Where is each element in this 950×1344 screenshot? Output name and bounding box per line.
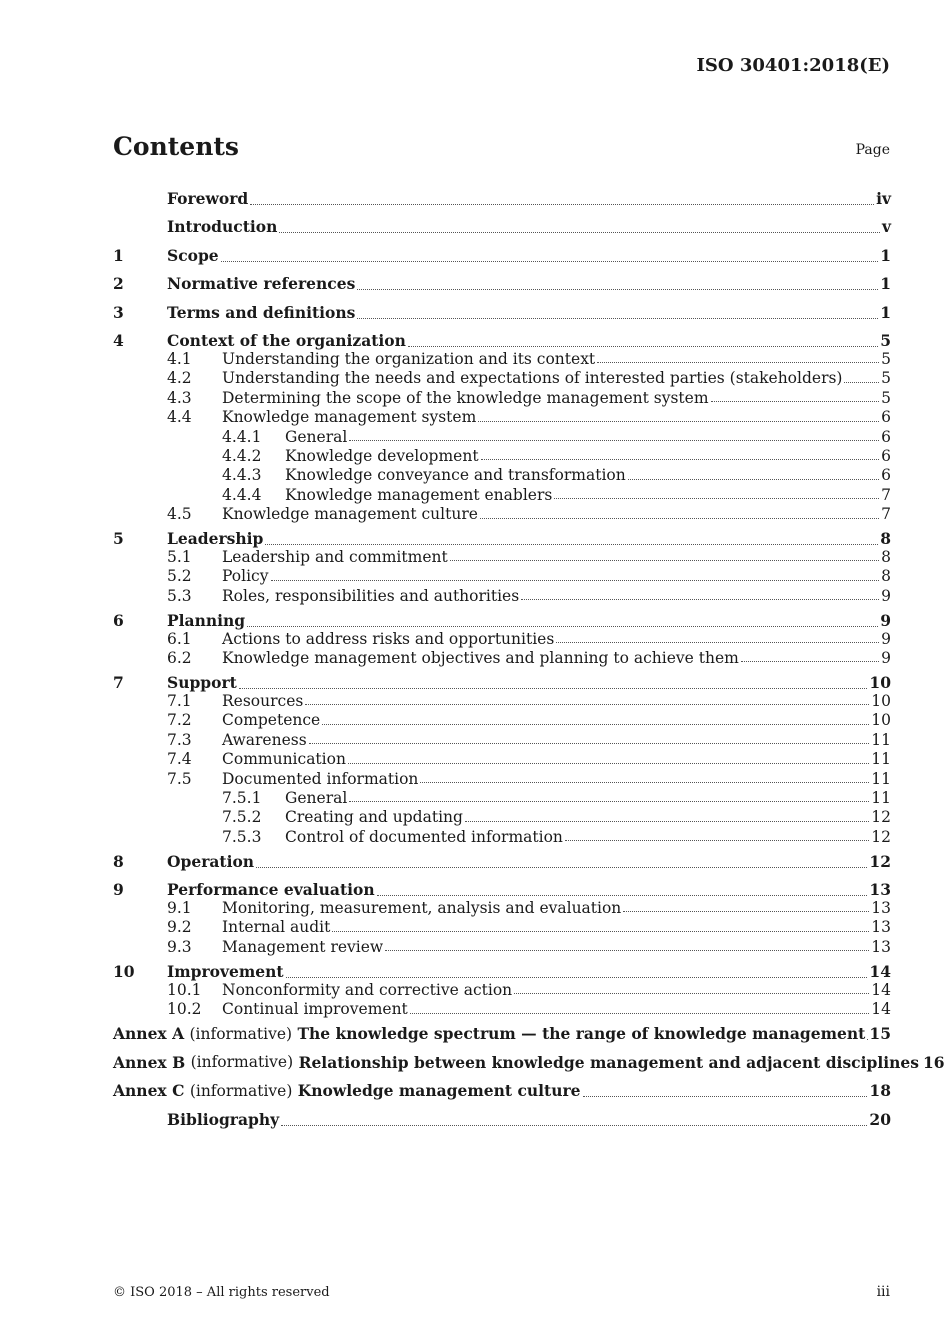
toc-entry-label: Communication [222, 750, 346, 769]
toc-entry-number: 4.1 [167, 350, 192, 368]
toc-entry-page: 13 [869, 880, 891, 900]
toc-entry-number: 10 [113, 962, 135, 982]
toc-entry[interactable] [113, 1077, 891, 1106]
toc-entry-page: 11 [871, 769, 891, 788]
toc-entry-label: Normative references [167, 274, 356, 294]
toc-entry-page: 12 [871, 827, 891, 846]
toc-entry[interactable] [113, 692, 891, 711]
toc-entry-page: 14 [871, 1000, 891, 1019]
toc-entry-page: 8 [880, 529, 891, 549]
toc-entry-label: Management review [222, 937, 384, 956]
toc-entry-number: 5.2 [167, 567, 192, 586]
toc-entry-label: Awareness [222, 730, 307, 749]
toc-entry[interactable] [113, 587, 891, 606]
toc-entry-label: Roles, responsibilities and authorities [222, 586, 520, 605]
dot-leader [481, 458, 880, 460]
toc-entry-number: 7.4 [167, 750, 192, 769]
toc-entry-label: Support [167, 673, 237, 693]
toc-entry-number: 4.4.4 [222, 485, 262, 504]
dot-leader [247, 625, 878, 627]
dot-leader [844, 381, 879, 383]
toc-entry-page: 14 [871, 980, 891, 999]
toc-entry-label: General [285, 788, 348, 807]
toc-entry-page: 6 [881, 427, 891, 446]
dot-leader [377, 894, 868, 896]
toc-entry-label: Competence [222, 711, 321, 730]
dot-leader [286, 976, 868, 978]
dot-leader [480, 517, 879, 519]
toc-entry-page: 11 [871, 730, 891, 749]
document-id: ISO 30401:2018(E) [696, 55, 890, 76]
toc-entry[interactable] [113, 213, 891, 242]
toc-entry-page: 14 [869, 962, 891, 982]
toc-entry-page: iv [876, 188, 891, 208]
toc-entry[interactable] [113, 847, 891, 876]
dot-leader [420, 781, 869, 783]
toc-entry[interactable] [113, 184, 891, 213]
page-column-label: Page [855, 142, 890, 158]
toc-entry[interactable] [113, 298, 891, 327]
toc-entry[interactable] [113, 350, 891, 369]
dot-leader [250, 203, 874, 205]
toc-annex-id: Annex B [113, 1052, 186, 1072]
dot-leader [521, 598, 879, 600]
toc-entry-label: Knowledge management culture [222, 505, 478, 524]
dot-leader [309, 742, 870, 744]
dot-leader [332, 930, 869, 932]
dot-leader [408, 345, 878, 347]
toc-entry[interactable] [113, 899, 891, 918]
toc-entry[interactable] [113, 770, 891, 789]
dot-leader [271, 579, 880, 581]
toc-entry[interactable] [113, 389, 891, 408]
toc-entry-page: 7 [881, 485, 891, 504]
toc-entry-number: 4.4.2 [222, 446, 262, 465]
toc-entry-label: Knowledge management objectives and planning to achieve them [222, 649, 739, 668]
toc-entry[interactable] [113, 447, 891, 466]
dot-leader [450, 559, 879, 561]
dot-leader [349, 800, 869, 802]
dot-leader [239, 687, 868, 689]
toc-entry-label: Knowledge management enablers [285, 485, 553, 504]
toc-entry-number: 4.4.3 [222, 466, 262, 485]
toc-entry-number: 9 [113, 880, 124, 900]
toc-entry[interactable] [113, 750, 891, 769]
dot-leader [256, 866, 867, 868]
toc-entry-label: Planning [167, 610, 246, 630]
toc-entry[interactable] [113, 828, 891, 847]
toc-annex-note: (informative) [189, 1024, 293, 1043]
toc-entry-page: 1 [880, 245, 891, 265]
toc-entry-label: Knowledge development [285, 446, 479, 465]
toc-entry-number: 7.2 [167, 711, 192, 730]
dot-leader [265, 543, 878, 545]
dot-leader [357, 317, 878, 319]
toc-entry[interactable] [113, 428, 891, 447]
toc-entry-page: 11 [871, 788, 891, 807]
toc-entry-page: 9 [881, 649, 891, 668]
toc-entry-page: 5 [881, 388, 891, 407]
toc-entry[interactable] [113, 408, 891, 427]
toc-entry-label: Policy [222, 567, 269, 586]
toc-entry[interactable] [113, 1020, 891, 1049]
dot-leader [583, 1095, 868, 1097]
toc-entry-number: 4 [113, 331, 124, 351]
toc-entry-number: 9.2 [167, 918, 192, 937]
toc-entry[interactable] [113, 270, 891, 299]
toc-entry[interactable] [113, 241, 891, 270]
dot-leader [597, 361, 879, 363]
dot-leader [385, 949, 869, 951]
toc-entry[interactable] [113, 1048, 945, 1077]
toc-entry-number: 7 [113, 673, 124, 693]
toc-entry-number: 7.1 [167, 691, 192, 710]
toc-entry[interactable] [113, 918, 891, 937]
dot-leader [565, 839, 869, 841]
toc-entry-label: Knowledge management culture [297, 1081, 581, 1101]
toc-entry-number: 6.2 [167, 649, 192, 668]
toc-entry-page: 16 [922, 1052, 945, 1072]
toc-annex-note: (informative) [190, 1053, 294, 1072]
toc-entry[interactable] [113, 630, 891, 649]
toc-entry-label: Determining the scope of the knowledge management system [222, 388, 709, 407]
page-title: Contents [113, 132, 240, 161]
toc-entry-page: 6 [881, 446, 891, 465]
dot-leader [279, 231, 880, 233]
toc-entry[interactable] [113, 505, 891, 524]
footer-copyright: © ISO 2018 – All rights reserved [113, 1285, 330, 1300]
toc-entry-label: Scope [167, 245, 219, 265]
toc-entry-number: 7.5.1 [222, 788, 262, 807]
toc-entry-label: Control of documented information [285, 827, 563, 846]
toc-entry-label: The knowledge spectrum — the range of knowledge management [297, 1024, 866, 1044]
toc-entry[interactable] [113, 808, 891, 827]
toc-entry[interactable] [113, 789, 891, 808]
toc-entry-page: 8 [881, 548, 891, 567]
footer-page-number: iii [876, 1284, 890, 1300]
toc-entry-label: Operation [167, 851, 255, 871]
toc-entry[interactable] [113, 548, 891, 567]
dot-leader [711, 400, 880, 402]
toc-entry-number: 4.2 [167, 369, 192, 388]
toc-entry[interactable] [113, 731, 891, 750]
toc-entry-number: 4.3 [167, 388, 192, 407]
toc-entry-page: 9 [880, 610, 891, 630]
toc-entry-label: Terms and definitions [167, 302, 356, 322]
dot-leader [628, 478, 879, 480]
toc-entry-label: Continual improvement [222, 1000, 408, 1019]
dot-leader [741, 660, 879, 662]
toc-entry-page: 9 [881, 629, 891, 648]
toc-entry-label: General [285, 427, 348, 446]
toc-entry-label: Introduction [167, 217, 278, 237]
toc-annex-id: Annex C [113, 1081, 185, 1101]
toc-entry-page: 10 [871, 691, 891, 710]
toc-entry-number: 7.3 [167, 730, 192, 749]
dot-leader [410, 1012, 869, 1014]
toc-entry-page: 13 [871, 937, 891, 956]
toc-entry-page: 12 [869, 851, 891, 871]
toc-entry-page: 18 [869, 1081, 891, 1101]
toc-entry[interactable] [113, 1105, 891, 1134]
dot-leader [623, 910, 869, 912]
toc-entry-number: 4.4.1 [222, 427, 262, 446]
toc-entry-page: 1 [880, 302, 891, 322]
toc-annex-note: (informative) [189, 1081, 293, 1100]
toc-entry-page: 5 [881, 369, 891, 388]
toc-entry-page: 1 [880, 274, 891, 294]
dot-leader [349, 439, 879, 441]
toc-entry-page: 5 [881, 350, 891, 368]
toc-entry-page: 9 [881, 586, 891, 605]
toc-entry-page: 6 [881, 466, 891, 485]
toc-entry-label: Monitoring, measurement, analysis and evaluation [222, 899, 622, 918]
toc-entry-page: 10 [871, 711, 891, 730]
toc-entry-label: Foreword [167, 188, 249, 208]
toc-entry-page: 15 [869, 1024, 891, 1044]
toc-entry-page: 10 [869, 673, 891, 693]
toc-entry-number: 5 [113, 529, 124, 549]
toc-entry-page: 7 [881, 505, 891, 524]
toc-annex-id: Annex A [113, 1024, 185, 1044]
toc-entry-page: 13 [871, 899, 891, 918]
toc-entry-number: 4.5 [167, 505, 192, 524]
toc-entry-number: 5.3 [167, 586, 192, 605]
toc-entry-number: 10.1 [167, 980, 202, 999]
toc-entry-number: 7.5.3 [222, 827, 262, 846]
toc-entry-number: 10.2 [167, 1000, 202, 1019]
dot-leader [478, 420, 879, 422]
toc-entry[interactable] [113, 1000, 891, 1019]
toc-entry-label: Creating and updating [285, 808, 463, 827]
toc-entry-label: Performance evaluation [167, 880, 375, 900]
toc-entry-number: 3 [113, 302, 124, 322]
table-of-contents [113, 184, 945, 1134]
dot-leader [348, 762, 869, 764]
toc-entry-number: 7.5 [167, 769, 192, 788]
toc-entry[interactable] [113, 486, 891, 505]
toc-entry-page: v [881, 217, 891, 237]
toc-entry-number: 6 [113, 610, 124, 630]
dot-leader [556, 641, 879, 643]
toc-entry-page: 5 [880, 331, 891, 351]
toc-entry-label: Knowledge management system [222, 408, 477, 427]
dot-leader [554, 497, 879, 499]
toc-entry-label: Relationship between knowledge management and adjacent disciplines [298, 1052, 919, 1072]
toc-entry-label: Bibliography [167, 1109, 280, 1129]
toc-entry[interactable] [113, 369, 891, 388]
dot-leader [281, 1124, 867, 1126]
toc-entry-page: 8 [881, 567, 891, 586]
toc-entry[interactable] [113, 649, 891, 668]
toc-entry-page: 13 [871, 918, 891, 937]
toc-entry-label: Knowledge conveyance and transformation [285, 466, 626, 485]
dot-leader [514, 992, 869, 994]
toc-entry[interactable] [113, 938, 891, 957]
toc-entry-label: Resources [222, 691, 304, 710]
toc-entry-number: 2 [113, 274, 124, 294]
toc-entry-number: 6.1 [167, 629, 192, 648]
toc-entry-label: Leadership [167, 529, 264, 549]
toc-entry-number: 9.1 [167, 899, 192, 918]
toc-entry-page: 6 [881, 408, 891, 427]
toc-entry-label: Leadership and commitment [222, 548, 448, 567]
dot-leader [322, 723, 869, 725]
toc-entry[interactable] [113, 981, 891, 1000]
dot-leader [221, 260, 879, 262]
toc-entry-page: 12 [871, 808, 891, 827]
toc-entry-label: Understanding the needs and expectations of interested parties (stakeholders) [222, 369, 843, 388]
toc-entry[interactable] [113, 466, 891, 485]
toc-entry-label: Documented information [222, 769, 419, 788]
toc-entry-number: 9.3 [167, 937, 192, 956]
toc-entry[interactable] [113, 711, 891, 730]
toc-entry-label: Nonconformity and corrective action [222, 980, 513, 999]
toc-entry-number: 4.4 [167, 408, 192, 427]
toc-entry-number: 5.1 [167, 548, 192, 567]
dot-leader [357, 288, 878, 290]
dot-leader [305, 703, 869, 705]
toc-entry-label: Actions to address risks and opportunities [222, 629, 555, 648]
toc-entry-label: Internal audit [222, 918, 331, 937]
toc-entry-number: 1 [113, 245, 124, 265]
toc-entry[interactable] [113, 567, 891, 586]
toc-entry-number: 8 [113, 851, 124, 871]
toc-entry-label: Improvement [167, 962, 284, 982]
toc-entry-page: 20 [869, 1109, 891, 1129]
toc-entry-label: Context of the organization [167, 331, 406, 351]
toc-entry-number: 7.5.2 [222, 808, 262, 827]
toc-entry-label: Understanding the organization and its context [222, 350, 596, 368]
toc-entry-page: 11 [871, 750, 891, 769]
dot-leader [465, 820, 869, 822]
